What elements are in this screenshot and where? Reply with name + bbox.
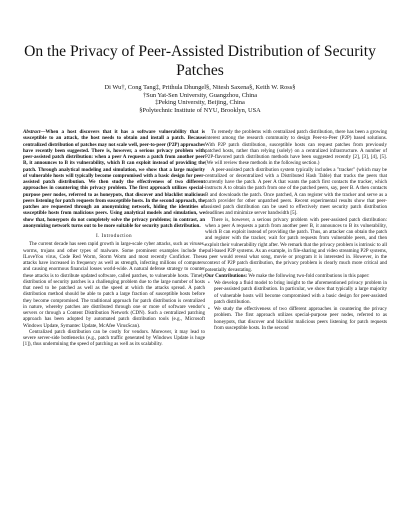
right-column	[205, 129, 387, 332]
affiliation-2: ‡Peking University, Beijing, China	[155, 99, 245, 107]
contributions-label: Our Contributions:	[205, 272, 248, 279]
contribution-item-2: • We study the effectiveness of two different approaches in countering the privacy problem. The first approach utilizes special-purpose peer nodes, referred to as honeypots, that discover and blacklist malicious peers listening for patch requests from susceptible hosts. In the second	[214, 306, 387, 331]
affiliation-3: §Polytechnic Institute of NYU, Brooklyn, USA	[139, 106, 261, 114]
left-paragraph-2: Centralized patch distribution can be costly for vendors. Moreover, it may lead to severe server-side bottlenecks (e.g., patch traffic generated by Windows Update is huge [1]), thus undermining the speed of patching as well as its scalability.	[23, 328, 205, 348]
abstract-label: Abstract	[23, 129, 41, 135]
contributions-paragraph	[205, 273, 387, 279]
abstract	[23, 129, 205, 229]
contribution-item-1: • We develop a fluid model to bring insight to the aforementioned privacy problem in peer-assisted patch distribution. In particular, we show that typically a large majority of vulnerable hosts will become compromised with a basic design for peer-assisted patch distribution.	[214, 280, 387, 305]
right-paragraph-1: To remedy the problems with centralized patch distribution, there has been a growing interest among the research community to design Peer-to-Peer (P2P) based solutions. With P2P patch distribution, susceptible hosts can request patches from previously patched hosts, rather than relying (solely) on a centralized infrastructure. A number of P2P-flavored patch distribution methods have been suggested recently [2], [3], [4], [5]. (We will review these methods in the following section.)	[205, 129, 387, 167]
left-column	[23, 129, 205, 348]
author-block	[20, 84, 380, 114]
abstract-text: —When a host discovers that it has a software vulnerability that is susceptible to an attack, the host needs to obtain and install a patch. Because centralized distribution of patches may not scale well, peer-to-peer (P2P) approaches have recently been suggested. There is, however, a serious privacy problem with peer-assisted patch distribution: when a peer A requests a patch from another peer B, it announces to B its vulnerability, which B can exploit instead of providing the patch. Through analytical modeling and simulation, we show that a large majority of vulnerable hosts will typically become compromised with a basic design for peer-assisted patch distribution. We then study the effectiveness of two different approaches in countering this privacy problem. The first approach utilizes special-purpose peer nodes, referred to as honeypots, that discover and blacklist malicious peers listening for patch requests from susceptible hosts. In the second approach, the patches are requested through an anonymizing network, hiding the identities of susceptible hosts from malicious peers. Using analytical models and simulation, we show that, honeypots do not completely solve the privacy problems; in contrast, an anonymizing network turns out to be more suitable for security patch distribution.	[23, 129, 205, 229]
right-paragraph-3: There is, however, a serious privacy problem with peer-assisted patch distribution: when a peer A requests a patch from another peer B, it announces to B its vulnerability, which B can exploit instead of providing the patch. Thus, an attacker can obtain the patch and register with the tracker, wait for patch requests from vulnerable peers, and then exploit their vulnerability right after. We remark that the privacy problem is intrinsic to all pull-based P2P systems. As an example, in file-sharing and video streaming P2P systems, a peer would reveal what song, movie or program it is interested in. However, in the context of P2P patch distribution, the privacy problem is clearly much more critical and potentially devastating.	[205, 216, 387, 273]
contributions-list	[205, 280, 387, 331]
affiliation-1: †Sun Yat-Sen University, Guangzhou, China	[142, 91, 258, 99]
author-names: Di Wu†, Cong Tang‡, Prithula Dhungel§, Nitesh Saxena§, Keith W. Ross§	[104, 84, 296, 91]
contributions-intro: We make the following two-fold contributions in this paper:	[248, 272, 370, 279]
paper-title: On the Privacy of Peer-Assisted Distribution of Security Patches	[24, 43, 376, 79]
section-heading-introduction: I. Introduction	[96, 233, 132, 239]
right-paragraph-2: A peer-assisted patch distribution system typically includes a "tracker" (which may be centralized or decentralized with a Distributed Hash Table) that tracks the peers that currently have the patch. A peer A that wants the patch first contacts the tracker, which instructs A to obtain the patch from one of the patched peers, say, peer B. A then contacts B and downloads the patch. Once patched, A can register with the tracker and serve as a patch provider for other unpatched peers. Recent experimental results show that peer-assisted patch distribution can be used to effectively meet security patch distribution deadlines and minimize server bandwidth [5].	[205, 166, 387, 217]
left-paragraph-1: The current decade has seen rapid growth in large-scale cyber attacks, such as viruses, worms, trojans and other types of malware. Some prominent examples include the ILoveYou virus, Code Red Worm, Storm Worm and most recently Conficker. These attacks have increased in frequency as well as strength, infecting millions of computers and causing enormous financial losses world-wide. A natural defense strategy to counter these attacks is to distribute updated software, called patches, to vulnerable hosts. Timely distribution of security patches is a challenging problem due to the large number of hosts that need to be patched as well as the speed at which the attacks spread. A patch distribution method should be able to patch a large fraction of susceptible hosts before they become compromised. The traditional approach for patch distribution is centralized in nature, whereby patches are distributed through one or more of software vendor's servers or through a Content Distribution Network (CDN). Such a centralized patching approach has been adopted by automated patch distribution tools (e.g., Microsoft Windows Update, Symantec Update, McAfee VirusScan).	[23, 241, 205, 329]
